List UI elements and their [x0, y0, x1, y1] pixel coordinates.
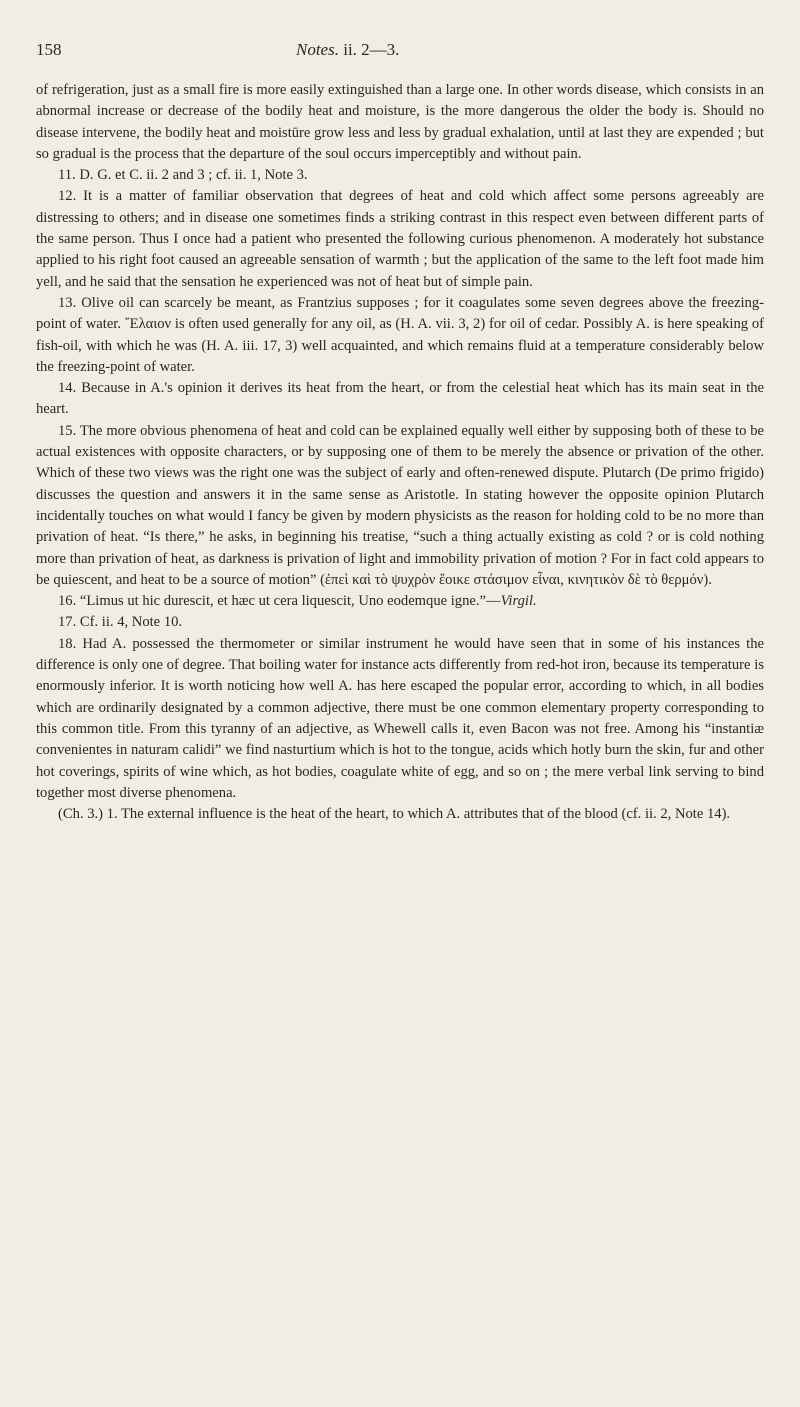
note-18: [36, 634, 764, 804]
page-number: 158: [36, 40, 62, 59]
verse-attribution: Virgil.: [500, 593, 537, 610]
page-header: [36, 40, 764, 66]
note-text: The external influence is the heat of the heart, to which A. attributes that of the blood (cf. ii. 2, Note 14).: [120, 806, 731, 823]
verse-line-2-text: Uno eodemque igne.”—: [358, 593, 501, 610]
note-17: [36, 612, 764, 633]
running-head-reference: ii. 2—3.: [343, 40, 400, 59]
note-text: Had A. possessed the thermometer or similar instrument he would have seen that in some of his instances the difference is only one of degree. That boiling water for instance acts differently from red-hot iron, because its temperature is enormously inferior. It is worth noticing how well A. has here escaped the popular error, according to which, in all bodies which are ordinarily designated by a common adjective, there must be one common elementary property corresponding to this common title. From this tyranny of an adjective, as Whewell calls it, even Bacon was not free. Among his “instantiæ convenientes in naturam calidi” we find nasturtium which is hot to the tongue, acids which hotly burn the skin, fur and other hot coverings, spirits of wine which, as hot bodies, coagulate white of egg, and so on ; the mere verbal link serving to bind together most diverse phenomena.: [36, 635, 765, 801]
running-head-title: Notes.: [296, 40, 339, 59]
note-text: Olive oil can scarcely be meant, as Frantzius supposes ; for it coagulates some seven degrees above the freezing-point of water. ῎Ελαιον is often used generally for any oil, as (H. A. vii. 3, 2) for oil of cedar. Possibly A. is here speaking of fish-oil, with which he was (H. A. iii. 17, 3) well acquainted, and which remains fluid at a temperature considerably below the freezing-point of water.: [36, 294, 764, 375]
note-number: 13.: [58, 294, 77, 311]
note-text: Because in A.'s opinion it derives its heat from the heart, or from the celestial heat which has its main seat in the heart.: [36, 380, 764, 418]
paragraph-continuation: of refrigeration, just as a small fire is more easily extinguished than a large one. In other words disease, which consists in an abnormal increase or decrease of the bodily heat and moisture, is the more dangerous the older the body is. Should no disease intervene, the bodily heat and moistūre grow less and less by gradual exhalation, until at last they are expended ; but so gradual is the process that the departure of the soul occurs imperceptibly and without pain.: [36, 82, 764, 162]
note-number: 11.: [58, 167, 76, 184]
verse-line-1: “Limus ut hic durescit, et hæc ut cera liquescit,: [79, 593, 355, 610]
note-14: [36, 378, 764, 421]
note-number: (Ch. 3.) 1.: [58, 806, 118, 823]
note-13: [36, 293, 764, 378]
notes-body: [36, 80, 764, 825]
note-16: [36, 591, 764, 612]
note-number: 12.: [58, 188, 77, 205]
chapter-3-note-1: [36, 804, 764, 825]
note-text: D. G. et C. ii. 2 and 3 ; cf. ii. 1, Note 3.: [79, 167, 308, 184]
verse-quote: [80, 593, 537, 609]
note-number: 14.: [58, 380, 77, 397]
note-number: 15.: [58, 422, 77, 439]
verse-line-2: [358, 593, 536, 609]
note-number: 18.: [58, 635, 77, 652]
note-text: It is a matter of familiar observation that degrees of heat and cold which affect some persons agreeably are distressing to others; and in disease one sometimes finds a striking contrast in this respect even between different parts of the same person. Thus I once had a patient who presented the following curious phenomenon. A moderately hot substance applied to his right foot caused an agreeable sensation of warmth ; but the application of the same to the left foot made him yell, and he said that the sensation he experienced was not of heat but of simple pain.: [36, 188, 764, 290]
note-text: Cf. ii. 4, Note 10.: [79, 614, 183, 631]
note-number: 17.: [58, 614, 77, 631]
note-15: [36, 421, 764, 591]
note-text: The more obvious phenomena of heat and cold can be explained equally well either by supposing both of these to be actual existences with opposite characters, or by supposing one of them to be merely the absence or privation of the other. Which of these two views was the right one was the subject of early and often-renewed dispute. Plutarch (De primo frigido) discusses the question and answers it in the same sense as Aristotle. In stating however the opposite opinion Plutarch incidentally touches on what would I fancy be given by modern physicists as the reason for holding cold to be no more than privation of heat. “Is there,” he asks, in beginning his treatise, “such a thing actually existing as cold ? or is cold nothing more than privation of heat, as darkness is privation of light and immobility privation of motion ? For in fact cold appears to be quiescent, and heat to be a source of motion” (ἐπεὶ καὶ τὸ ψυχρὸν ἔοικε στάσιμον εἶναι, κινητικὸν δὲ τὸ θερμόν).: [36, 422, 764, 588]
note-11: [36, 165, 764, 186]
note-number: 16.: [58, 593, 77, 610]
note-12: [36, 186, 764, 292]
running-head: [296, 40, 399, 60]
